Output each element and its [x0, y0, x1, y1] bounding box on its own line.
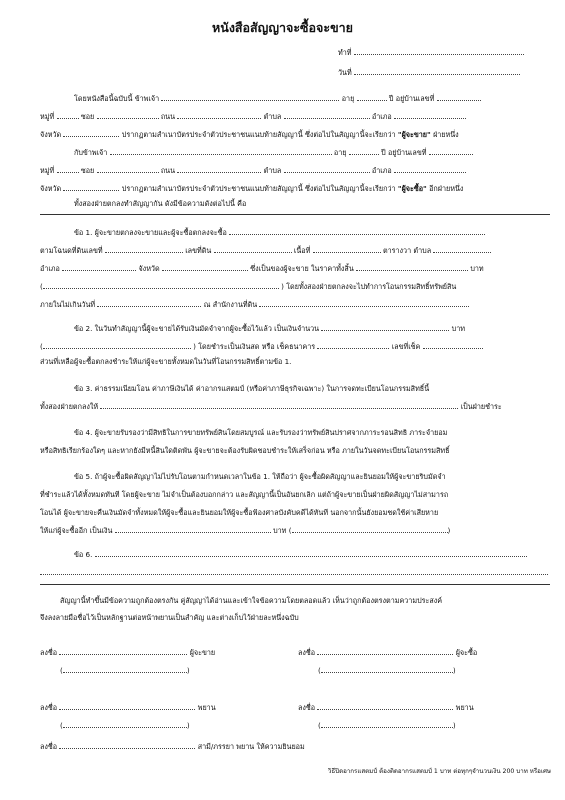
buyer-province-field[interactable]	[63, 184, 119, 191]
buyer-line-3	[40, 184, 463, 195]
clause-5-line-1: ข้อ 5. ถ้าผู้จะซื้อผิดสัญญาไม่ไปรับโอนตามกำหนดเวลาในข้อ 1. ให้ถือว่า ผู้จะซื้อผิดสัญญาและยินยอมให้ผู้จะขายริบมัดจำ	[74, 472, 446, 481]
total-price-label: ซึ่งเป็นของผู้จะขาย ในราคาทั้งสิ้น	[250, 264, 354, 273]
buyer-tambon-field[interactable]	[284, 166, 370, 173]
divider-top	[40, 214, 550, 215]
clause-4-line-2: หรือสิทธิเรียกร้องใดๆ และหากยังมีหนี้สินใดติดพัน ผู้จะขายจะต้องรับผิดชอบชำระให้เสร็จก่อน หรือ ภายในวันจดทะเบียนโอนกรรมสิทธิ์	[40, 446, 450, 455]
deed-no-field[interactable]	[105, 246, 183, 253]
seller-party-name: "ผู้จะขาย"	[397, 130, 431, 139]
clause-6-line-1	[74, 550, 527, 561]
date-line	[338, 68, 520, 79]
witness-1-label: พยาน	[197, 703, 216, 712]
clause-6-label: ข้อ 6.	[74, 550, 93, 559]
land-tambon-label: ตำบล	[413, 246, 432, 255]
seller-signature-field[interactable]	[59, 648, 187, 655]
date-label: วันที่	[338, 68, 352, 77]
witness-2-signature-field[interactable]	[317, 703, 453, 710]
buyer-house-field[interactable]	[429, 148, 473, 155]
cheque-no-label: เลขที่เช็ค	[391, 342, 421, 351]
witness-1-printed-name-field[interactable]	[63, 721, 187, 728]
buyer-moo-label: หมู่ที่	[40, 166, 55, 175]
stamp-duty-note: วิธีปิดอากรแสตมป์ ต้องติดอากรแสตมป์ 1 บาท ต่อทุกๆจำนวนเงิน 200 บาท หรือเศษ	[327, 768, 551, 775]
buyer-signature	[298, 648, 477, 659]
transfer-agree-text: ) โดยทั้งสองฝ่ายตกลงจะไปทำการโอนกรรมสิทธิ์ทรัพย์สิน	[281, 282, 457, 291]
baht-label-2: บาท	[451, 324, 466, 333]
closing-line-1: สัญญานี้ทำขึ้นมีข้อความถูกต้องตรงกัน คู่สัญญาได้อ่านและเข้าใจข้อความโดยตลอดแล้ว เห็นว่าถูกต้องตรงตามความประสงค์	[60, 596, 443, 605]
seller-printed-name: ( )	[60, 666, 190, 675]
sq-wa-label: ตารางวา	[382, 246, 412, 255]
buyer-amphoe-label: อำเภอ	[371, 166, 392, 175]
fee-payer-label: ทั้งสองฝ่ายตกลงให้	[40, 402, 99, 411]
clause-1-line-5	[40, 300, 469, 311]
seller-printed-name-field[interactable]	[63, 666, 187, 673]
deposit-amount-field[interactable]	[321, 324, 449, 331]
buyer-party-name: "ผู้จะซื้อ"	[397, 184, 427, 193]
damages-baht-label: บาท (	[273, 526, 292, 535]
seller-name-field[interactable]	[161, 94, 339, 101]
buyer-clause: ปรากฏตามสำเนาบัตรประจำตัวประชาชนแนบท้ายสัญญานี้ ซึ่งต่อไปในสัญญานี้จะเรียกว่า	[121, 184, 396, 193]
total-price-words-field[interactable]	[43, 282, 279, 289]
fee-payer-field[interactable]	[100, 402, 458, 409]
buyer-name-field[interactable]	[110, 148, 332, 155]
clause-1-line-4: ( ) โดยทั้งสองฝ่ายตกลงจะไปทำการโอนกรรมสิทธิ์ทรัพย์สิน	[40, 282, 457, 291]
buyer-printed-name-field[interactable]	[321, 666, 453, 673]
seller-tambon-label: ตำบล	[263, 112, 282, 121]
closing-line-2: จึงลงลายมือชื่อไว้เป็นหลักฐานต่อหน้าพยานเป็นสำคัญ และต่างเก็บไว้ฝ่ายละหนึ่งฉบับ	[40, 613, 299, 622]
clause-1-property-field[interactable]	[229, 228, 485, 235]
clause-5-line-3: โอนได้ ผู้จะขายจะคืนเงินมัดจำทั้งหมดให้ผู้จะซื้อและยินยอมให้ผู้จะซื้อฟ้องศาลบังคับคดีได้ทันที นอกจากนั้นยังยอมชดใช้ค่าเสียหาย	[40, 508, 439, 517]
land-office-label: ณ สำนักงานที่ดิน	[203, 300, 258, 309]
buyer-year-label: ปี	[381, 148, 386, 157]
clause-6-field-1[interactable]	[95, 550, 527, 557]
witness-2-printed-name: ( )	[318, 721, 456, 730]
clause-5-line-4: ให้แก่ผู้จะซื้ออีก เป็นเงิน บาท ( )	[40, 526, 451, 535]
buyer-line-2	[40, 166, 466, 177]
written-at-field[interactable]	[354, 48, 524, 55]
payment-method-text: ) โดยชำระเป็นเงินสด หรือ เช็คธนาคาร	[193, 342, 316, 351]
buyer-other-side: อีกฝ่ายหนึ่ง	[429, 184, 464, 193]
sign-label: ลงชื่อ	[40, 742, 58, 751]
damages-words-field[interactable]	[292, 526, 448, 533]
seller-one-side: ฝ่ายหนึ่ง	[433, 130, 459, 139]
clause-2-text: ข้อ 2. ในวันทำสัญญานี้ผู้จะขายได้รับเงินมัดจำจากผู้จะซื้อไว้แล้ว เป็นเงินจำนวน	[74, 324, 320, 333]
cheque-no-field[interactable]	[423, 342, 483, 349]
seller-tambon-field[interactable]	[284, 112, 370, 119]
date-field[interactable]	[354, 68, 520, 75]
clause-1-line-2	[40, 246, 491, 257]
transfer-date-label: ภายในไม่เกินวันที่	[40, 300, 96, 309]
buyer-age-label: อายุ	[333, 148, 347, 157]
written-at-label: ทำที่	[338, 48, 352, 57]
seller-province-field[interactable]	[63, 130, 119, 137]
seller-province-label: จังหวัด	[40, 130, 62, 139]
land-office-field[interactable]	[259, 300, 469, 307]
buyer-road-field[interactable]	[177, 166, 261, 173]
land-amphoe-label: อำเภอ	[40, 264, 60, 273]
buyer-amphoe-field[interactable]	[394, 166, 466, 173]
clause-6-line-2	[40, 568, 548, 577]
clause-2-line-2: ( ) โดยชำระเป็นเงินสด หรือ เช็คธนาคาร เลขที่เช็ค	[40, 342, 483, 353]
seller-soi-field[interactable]	[97, 112, 159, 119]
buyer-moo-field[interactable]	[57, 166, 79, 173]
deed-no-label: ตามโฉนดที่ดินเลขที่	[40, 246, 103, 255]
seller-house-field[interactable]	[437, 94, 481, 101]
clause-1-line-3	[40, 264, 484, 275]
clause-1-text: ข้อ 1. ผู้จะขายตกลงจะขายและผู้จะซื้อตกลงจะซื้อ	[74, 228, 227, 237]
seller-age-label: อายุ	[341, 94, 355, 103]
sign-label: ลงชื่อ	[298, 703, 316, 712]
land-amphoe-field[interactable]	[62, 264, 136, 271]
buyer-soi-label: ซอย	[80, 166, 95, 175]
buyer-house-label: อยู่บ้านเลขที่	[387, 148, 427, 157]
bank-field[interactable]	[317, 342, 389, 349]
spouse-consent-label: สามี/ภรรยา พยาน ให้ความยินยอม	[197, 742, 305, 751]
seller-line-3	[40, 130, 459, 141]
total-price-field[interactable]	[356, 264, 468, 271]
seller-signature	[40, 648, 215, 659]
transfer-date-field[interactable]	[97, 300, 201, 307]
witness-1-printed-name: ( )	[60, 721, 190, 730]
witness-2-printed-name-field[interactable]	[321, 721, 453, 728]
seller-house-label: อยู่บ้านเลขที่	[395, 94, 435, 103]
seller-moo-label: หมู่ที่	[40, 112, 55, 121]
clause-2-remaining: ส่วนที่เหลือผู้จะซื้อตกลงชำระให้แก่ผู้จะขายทั้งหมดในวันที่โอนกรรมสิทธิ์ตามข้อ 1.	[40, 357, 292, 366]
land-no-label: เลขที่ดิน	[185, 246, 212, 255]
buyer-tambon-label: ตำบล	[263, 166, 282, 175]
divider-bottom	[40, 584, 550, 585]
seller-road-label: ถนน	[160, 112, 176, 121]
buyer-road-label: ถนน	[160, 166, 176, 175]
area-label: เนื้อที่	[293, 246, 311, 255]
seller-amphoe-field[interactable]	[394, 112, 466, 119]
sign-label: ลงชื่อ	[298, 648, 316, 657]
seller-moo-field[interactable]	[57, 112, 79, 119]
seller-role-label: ผู้จะขาย	[189, 648, 216, 657]
written-at-line	[338, 48, 524, 59]
buyer-age-field[interactable]	[349, 148, 379, 155]
buyer-intro: กับข้าพเจ้า	[74, 148, 108, 157]
seller-line-1	[74, 94, 481, 105]
clause-5-line-2: ที่ชำระแล้วได้ทั้งหมดทันที โดยผู้จะขาย ไม่จำเป็นต้องบอกกล่าว และสัญญานี้เป็นอันยกเลิก แต่ถ้าผู้จะขายเป็นฝ่ายผิดสัญญาไม่สามารถ	[40, 490, 449, 499]
witness-2-signature	[298, 703, 474, 714]
seller-year-label: ปี	[388, 94, 394, 103]
document-title: หนังสือสัญญาจะซื้อจะขาย	[212, 20, 353, 35]
sign-label: ลงชื่อ	[40, 648, 58, 657]
clause-2-line-1	[74, 324, 465, 335]
seller-soi-label: ซอย	[80, 112, 95, 121]
seller-amphoe-label: อำเภอ	[371, 112, 392, 121]
clause-4-line-1: ข้อ 4. ผู้จะขายรับรองว่ามีสิทธิในการขายทรัพย์สินโดยสมบูรณ์ และรับรองว่าทรัพย์สินปราศจากภาระรอนสิทธิ ภาระจำยอม	[74, 428, 448, 437]
buyer-signature-field[interactable]	[317, 648, 453, 655]
clause-3-text: ข้อ 3. ค่าธรรมเนียมโอน ค่าภาษีเงินได้ ค่าอากรแสตมป์ (หรือค่าภาษีธุรกิจเฉพาะ) ในการจดทะเบียนโอนกรรมสิทธิ์นี้	[74, 384, 430, 393]
buyer-soi-field[interactable]	[97, 166, 159, 173]
seller-road-field[interactable]	[177, 112, 261, 119]
land-province-label: จังหวัด	[138, 264, 160, 273]
both-agree: ทั้งสองฝ่ายตกลงทำสัญญากัน ดังมีข้อความดังต่อไปนี้ คือ	[74, 199, 247, 208]
spouse-signature-field[interactable]	[59, 742, 195, 749]
damages-amount-field[interactable]	[115, 526, 271, 533]
witness-1-signature-field[interactable]	[59, 703, 195, 710]
sign-label: ลงชื่อ	[40, 703, 58, 712]
seller-age-field[interactable]	[357, 94, 387, 101]
seller-clause: ปรากฏตามสำเนาบัตรประจำตัวประชาชนแนบท้ายสัญญานี้ ซึ่งต่อไปในสัญญานี้จะเรียกว่า	[121, 130, 396, 139]
buyer-line-1	[74, 148, 473, 159]
spouse-signature	[40, 742, 305, 753]
buyer-printed-name: ( )	[318, 666, 456, 675]
buyer-province-label: จังหวัด	[40, 184, 62, 193]
deposit-words-field[interactable]	[43, 342, 191, 349]
land-no-field[interactable]	[214, 246, 292, 253]
witness-1-signature	[40, 703, 216, 714]
area-field[interactable]	[313, 246, 381, 253]
seller-intro: โดยหนังสือนี้ฉบับนี้ ข้าพเจ้า	[74, 94, 160, 103]
clause-1-line-1	[74, 228, 485, 239]
clause-3-line-2	[40, 402, 502, 413]
baht-label-1: บาท	[470, 264, 484, 273]
clause-6-field-2[interactable]	[40, 568, 548, 575]
land-tambon-field[interactable]	[433, 246, 491, 253]
fee-payer-suffix: เป็นฝ่ายชำระ	[460, 402, 502, 411]
damages-label: ให้แก่ผู้จะซื้ออีก เป็นเงิน	[40, 526, 113, 535]
land-province-field[interactable]	[162, 264, 248, 271]
seller-line-2	[40, 112, 466, 123]
buyer-role-label: ผู้จะซื้อ	[455, 648, 478, 657]
witness-2-label: พยาน	[455, 703, 474, 712]
